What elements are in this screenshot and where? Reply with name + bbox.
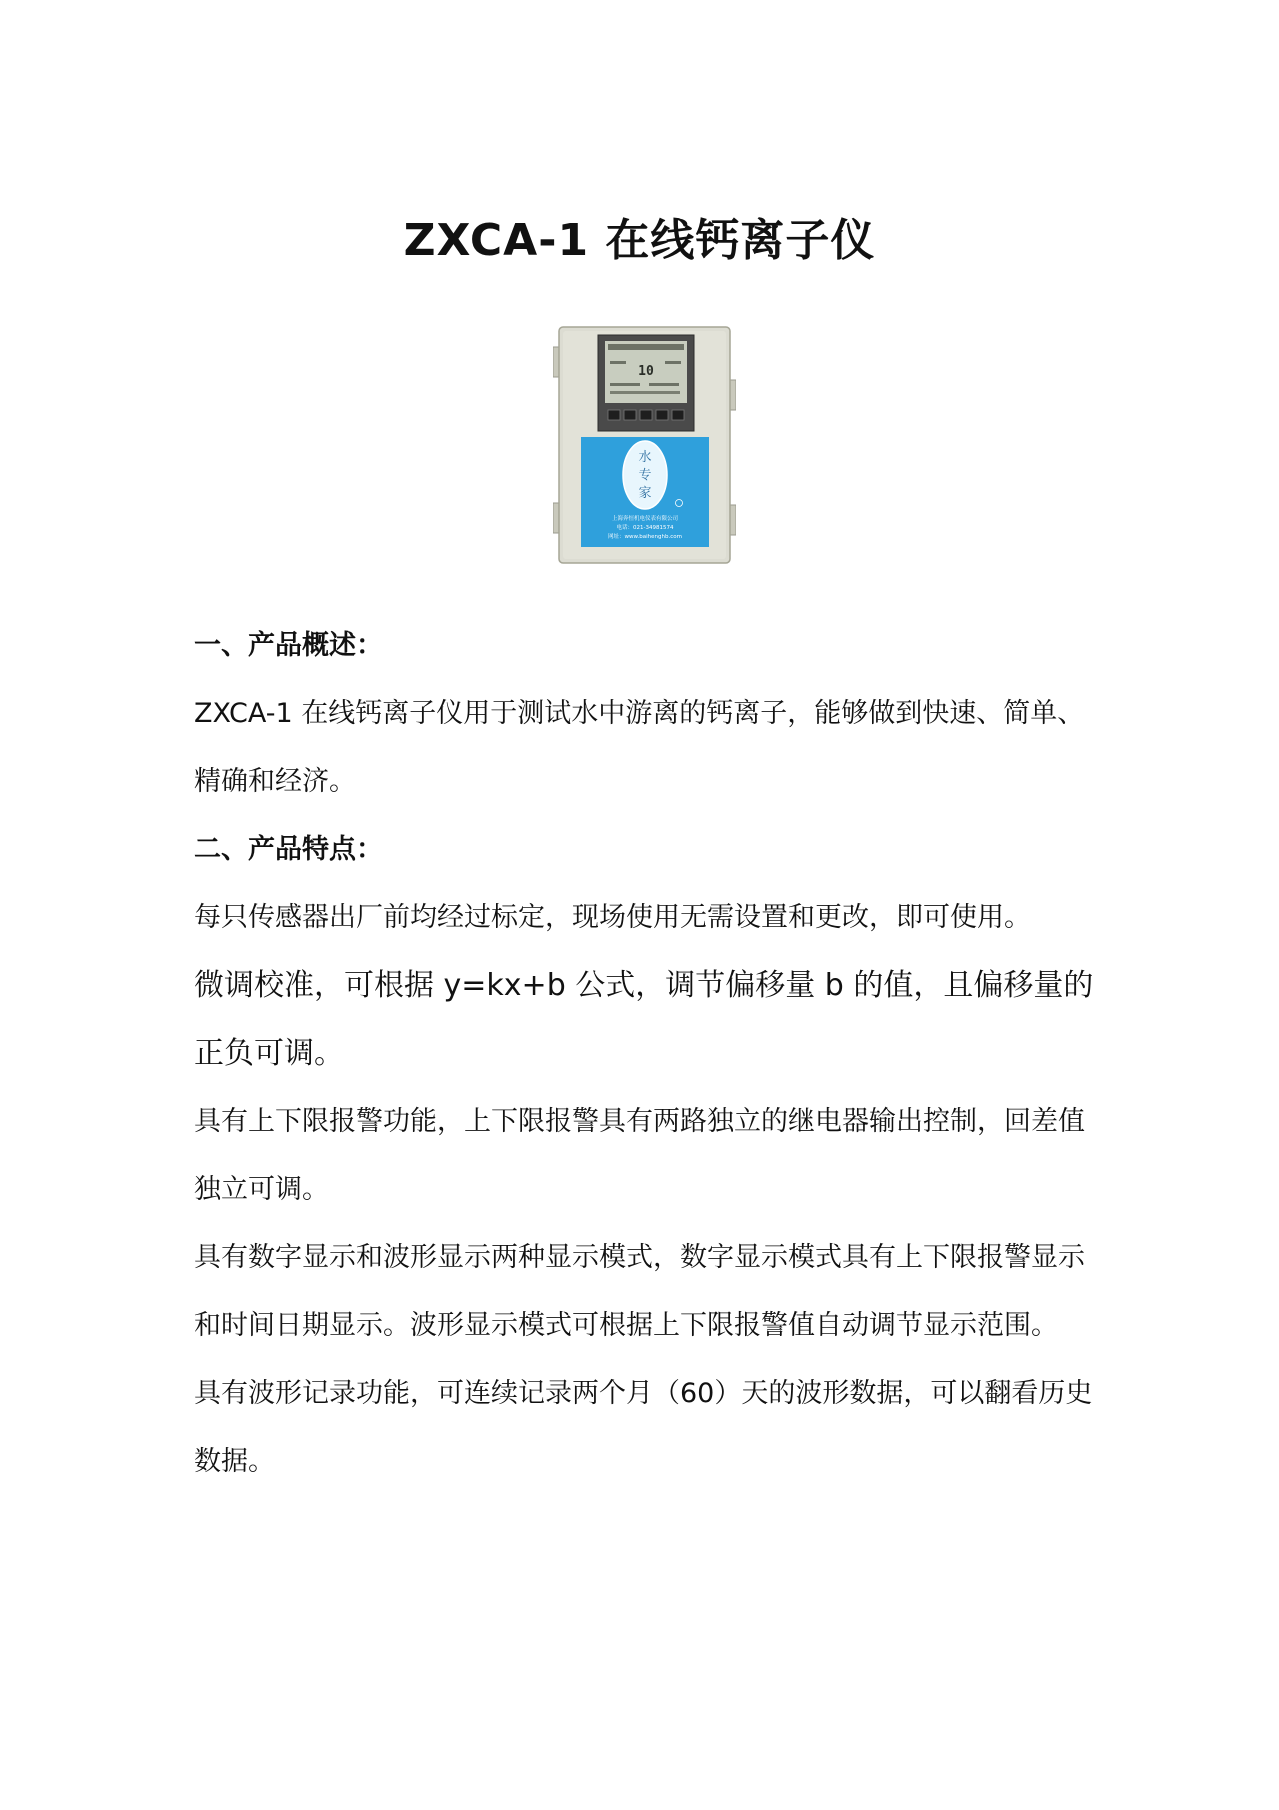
label-company: 上海奔恒机电仪表有限公司 xyxy=(611,516,679,522)
product-photo xyxy=(553,325,736,565)
label-website: 网址：www.baihenghb.com xyxy=(608,534,682,540)
label-phone: 电话：021-34981574 xyxy=(616,525,674,531)
feature-display-modes: 具有数字显示和波形显示两种显示模式，数字显示模式具有上下限报警显示和时间日期显示。波形显示模式可根据上下限报警值自动调节显示范围。 xyxy=(194,1242,1085,1341)
feature-calibration: 每只传感器出厂前均经过标定，现场使用无需设置和更改，即可使用。 xyxy=(194,902,1031,933)
brand-char-1: 水 xyxy=(638,450,652,465)
brand-char-3: 家 xyxy=(638,486,652,501)
section-2-heading: 二、产品特点： xyxy=(194,834,383,865)
page-title: ZXCA-1 在线钙离子仪 xyxy=(403,215,876,266)
feature-alarm: 具有上下限报警功能，上下限报警具有两路独立的继电器输出控制，回差值独立可调。 xyxy=(194,1106,1085,1205)
feature-waveform-record: 具有波形记录功能，可连续记录两个月（60）天的波形数据，可以翻看历史数据。 xyxy=(194,1378,1093,1477)
section-1-heading: 一、产品概述： xyxy=(194,630,383,661)
section-1-text: ZXCA-1 在线钙离子仪用于测试水中游离的钙离子，能够做到快速、简单、精确和经济。 xyxy=(194,698,1085,797)
brand-char-2: 专 xyxy=(638,468,652,483)
display-value: 10 xyxy=(638,364,654,379)
feature-fine-tuning: 微调校准，可根据 y=kx+b 公式，调节偏移量 b 的值，且偏移量的正负可调。 xyxy=(194,968,1094,1071)
content-body xyxy=(194,612,1094,1496)
